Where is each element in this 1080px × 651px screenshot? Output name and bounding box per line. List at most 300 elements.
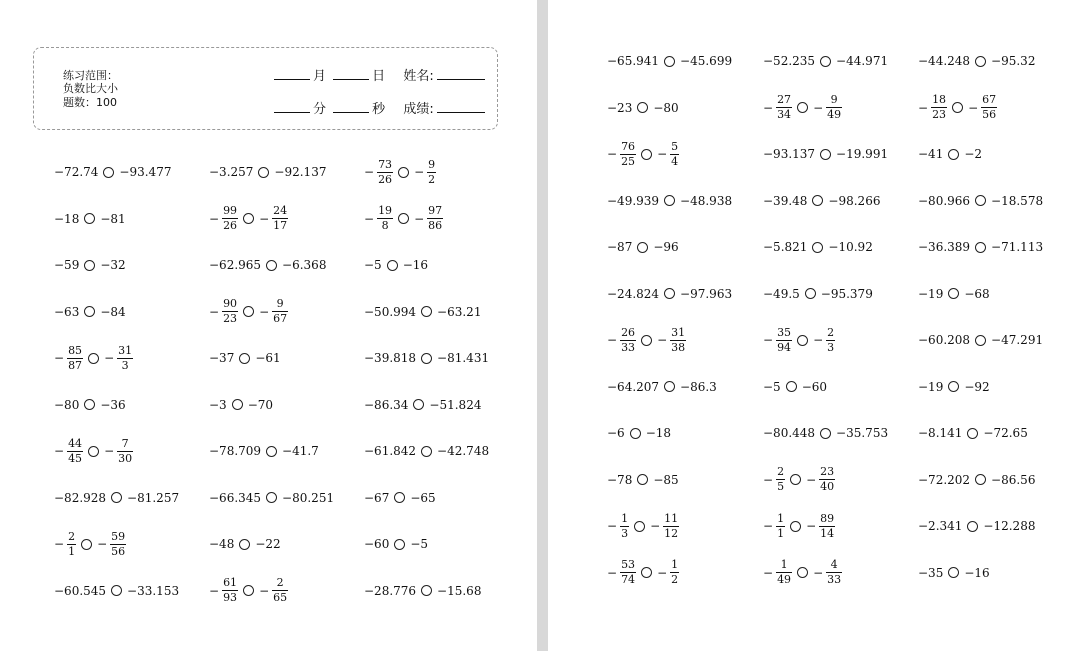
decimal-operand: −60.545 — [54, 583, 107, 598]
fraction — [620, 513, 629, 539]
fraction — [776, 327, 792, 353]
decimal-operand: −92.137 — [274, 165, 327, 179]
decimal-operand: −39.818 — [364, 351, 417, 365]
numerator: 2 — [276, 576, 284, 590]
decimal-operand: −41 — [918, 147, 944, 161]
decimal-operand: −51.824 — [429, 397, 482, 412]
numerator: 1 — [621, 511, 629, 525]
answer-circle[interactable] — [948, 288, 959, 299]
answer-circle[interactable] — [820, 149, 831, 160]
numerator: 27 — [777, 93, 792, 107]
fraction-operand — [97, 531, 126, 557]
answer-circle[interactable] — [805, 288, 816, 299]
comparison-problem — [607, 227, 679, 267]
answer-circle[interactable] — [820, 56, 831, 67]
minus-sign: − — [104, 351, 115, 365]
answer-circle[interactable] — [641, 335, 652, 346]
minus-sign: − — [607, 565, 618, 580]
answer-circle[interactable] — [232, 399, 243, 410]
decimal-operand: −63.21 — [437, 304, 482, 319]
comparison-problem — [364, 524, 428, 564]
answer-circle[interactable] — [975, 242, 986, 253]
answer-circle[interactable] — [975, 335, 986, 346]
comparison-problem — [918, 553, 990, 593]
minus-sign: − — [763, 100, 774, 115]
denominator: 34 — [777, 108, 792, 121]
fraction-operand — [259, 577, 288, 603]
comparison-problem — [209, 571, 288, 611]
answer-circle[interactable] — [952, 102, 963, 113]
fraction — [620, 559, 636, 585]
comparison-problem — [763, 88, 842, 128]
comparison-problem — [607, 367, 717, 407]
answer-circle[interactable] — [394, 539, 405, 550]
numerator: 73 — [378, 157, 393, 171]
comparison-problem — [364, 152, 436, 192]
answer-circle[interactable] — [243, 306, 254, 317]
time-fields — [271, 98, 488, 117]
comparison-problem — [364, 199, 443, 239]
numerator: 1 — [777, 511, 785, 525]
fraction — [663, 513, 679, 539]
comparison-problem — [763, 506, 835, 546]
decimal-operand: −52.235 — [763, 54, 816, 68]
answer-circle[interactable] — [975, 56, 986, 67]
comparison-problem — [763, 413, 888, 453]
numerator: 7 — [121, 436, 129, 450]
comparison-problem — [54, 152, 171, 192]
numerator: 1 — [671, 558, 679, 572]
month-blank[interactable] — [274, 78, 310, 80]
decimal-operand: −63 — [54, 304, 80, 319]
comparison-problem — [763, 134, 888, 174]
day-blank[interactable] — [333, 78, 369, 80]
fraction-operand — [650, 513, 679, 539]
fraction — [776, 466, 785, 492]
minus-sign: − — [763, 333, 774, 347]
denominator: 5 — [777, 480, 785, 493]
denominator: 74 — [621, 573, 636, 586]
comparison-problem — [763, 274, 873, 314]
decimal-operand: −18 — [645, 426, 672, 440]
minus-sign: − — [806, 519, 817, 533]
answer-circle[interactable] — [664, 56, 675, 67]
fraction-operand — [209, 298, 238, 324]
comparison-problem — [54, 478, 179, 518]
comparison-problem — [763, 227, 873, 267]
answer-circle[interactable] — [111, 585, 122, 596]
comparison-problem — [209, 431, 319, 471]
numerator: 90 — [223, 297, 238, 311]
comparison-problem — [607, 274, 732, 314]
answer-circle[interactable] — [637, 474, 648, 485]
answer-circle[interactable] — [398, 167, 409, 178]
fraction-operand — [259, 205, 288, 231]
decimal-operand: −60 — [364, 537, 390, 551]
decimal-operand: −71.113 — [991, 240, 1044, 254]
comparison-problem — [364, 571, 481, 611]
decimal-operand: −44.248 — [918, 54, 971, 68]
comparison-problem — [607, 320, 686, 360]
decimal-operand: −85 — [653, 472, 679, 487]
minus-sign: − — [607, 333, 618, 347]
answer-circle[interactable] — [88, 353, 99, 364]
fraction-operand — [763, 559, 792, 585]
numerator: 76 — [621, 139, 636, 153]
decimal-operand: −86.3 — [680, 379, 717, 394]
fraction — [272, 298, 288, 324]
decimal-operand: −81 — [100, 211, 126, 226]
second-blank[interactable] — [333, 111, 369, 113]
answer-circle[interactable] — [790, 474, 801, 485]
comparison-problem — [54, 245, 126, 285]
decimal-operand: −81.431 — [437, 351, 490, 365]
minus-sign: − — [259, 211, 270, 226]
comparison-problem — [918, 413, 1028, 453]
decimal-operand: −70 — [247, 397, 274, 412]
decimal-operand: −33.153 — [127, 583, 180, 598]
minus-sign: − — [968, 100, 979, 115]
decimal-operand: −19.991 — [836, 147, 889, 161]
decimal-operand: −5 — [763, 379, 781, 394]
answer-circle[interactable] — [394, 492, 405, 503]
fraction-operand — [918, 94, 947, 120]
answer-circle[interactable] — [641, 567, 652, 578]
numerator: 2 — [777, 465, 785, 479]
decimal-operand: −15.68 — [437, 583, 482, 598]
numerator: 85 — [68, 343, 83, 357]
fraction-operand — [209, 577, 238, 603]
fraction-operand — [657, 559, 679, 585]
answer-circle[interactable] — [948, 149, 959, 160]
denominator: 40 — [820, 480, 835, 493]
answer-circle[interactable] — [266, 260, 277, 271]
answer-circle[interactable] — [630, 428, 641, 439]
answer-circle[interactable] — [81, 539, 92, 550]
decimal-operand: −64.207 — [607, 379, 660, 394]
decimal-operand: −86.56 — [991, 472, 1036, 487]
minus-sign: − — [813, 333, 824, 347]
decimal-operand: −37 — [209, 351, 235, 365]
denominator: 4 — [671, 154, 679, 168]
fraction-operand — [54, 345, 83, 371]
comparison-problem — [607, 506, 679, 546]
comparison-problem — [607, 134, 679, 174]
answer-circle[interactable] — [111, 492, 122, 503]
decimal-operand: −97.963 — [680, 286, 733, 301]
fraction — [272, 577, 288, 603]
answer-circle[interactable] — [664, 195, 675, 206]
decimal-operand: −48.938 — [680, 193, 733, 208]
decimal-operand: −78 — [607, 472, 633, 487]
minute-blank[interactable] — [274, 111, 310, 113]
decimal-operand: −96 — [653, 240, 679, 254]
fraction-operand — [763, 94, 792, 120]
fraction-operand — [806, 513, 835, 539]
fraction-operand — [607, 327, 636, 353]
fraction — [117, 345, 133, 371]
range-value: 负数比大小 — [63, 82, 118, 95]
comparison-problem — [763, 41, 888, 81]
numerator: 31 — [118, 343, 133, 357]
decimal-operand: −67 — [364, 490, 390, 505]
fraction — [272, 205, 288, 231]
numerator: 44 — [68, 436, 83, 450]
fraction — [377, 205, 393, 231]
numerator: 23 — [820, 465, 835, 479]
day-label: 日 — [372, 69, 386, 84]
minus-sign: − — [364, 165, 375, 179]
decimal-operand: −84 — [100, 304, 126, 319]
decimal-operand: −98.266 — [828, 193, 881, 208]
answer-circle[interactable] — [637, 102, 648, 113]
numerator: 35 — [777, 325, 792, 339]
decimal-operand: −39.48 — [763, 193, 808, 208]
answer-circle[interactable] — [84, 399, 95, 410]
decimal-operand: −19 — [918, 379, 944, 394]
answer-circle[interactable] — [797, 567, 808, 578]
comparison-problem — [763, 460, 835, 500]
denominator: 87 — [68, 358, 83, 372]
decimal-operand: −82.928 — [54, 490, 107, 505]
numerator: 19 — [378, 204, 393, 218]
denominator: 3 — [121, 358, 129, 372]
fraction — [776, 513, 785, 539]
comparison-problem — [918, 134, 982, 174]
denominator: 25 — [621, 154, 636, 168]
fraction-operand — [364, 205, 393, 231]
decimal-operand: −19 — [918, 286, 944, 301]
answer-circle[interactable] — [84, 260, 95, 271]
fraction — [826, 327, 835, 353]
answer-circle[interactable] — [421, 353, 432, 364]
answer-circle[interactable] — [975, 195, 986, 206]
decimal-operand: −22 — [255, 537, 281, 551]
decimal-operand: −49.5 — [763, 286, 800, 301]
numerator: 9 — [830, 93, 838, 107]
fraction-operand — [607, 141, 636, 167]
denominator: 2 — [428, 172, 436, 186]
fraction — [670, 559, 679, 585]
fraction — [620, 141, 636, 167]
answer-circle[interactable] — [637, 242, 648, 253]
denominator: 49 — [777, 573, 792, 586]
fraction-operand — [259, 298, 288, 324]
numerator: 67 — [982, 93, 997, 107]
comparison-problem — [209, 524, 281, 564]
decimal-operand: −80 — [653, 100, 679, 115]
comparison-problem — [607, 88, 679, 128]
denominator: 30 — [118, 451, 133, 465]
decimal-operand: −5.821 — [763, 240, 808, 254]
denominator: 86 — [428, 219, 443, 232]
denominator: 65 — [273, 591, 288, 604]
comparison-problem — [918, 88, 997, 128]
fraction — [981, 94, 997, 120]
fraction — [222, 298, 238, 324]
comparison-problem — [209, 245, 326, 285]
comparison-problem — [918, 181, 1043, 221]
fraction — [620, 327, 636, 353]
numerator: 9 — [276, 297, 284, 311]
comparison-problem — [763, 553, 842, 593]
comparison-problem — [918, 367, 990, 407]
answer-circle[interactable] — [797, 102, 808, 113]
answer-circle[interactable] — [812, 195, 823, 206]
score-blank[interactable] — [437, 111, 485, 113]
comparison-problem — [607, 181, 732, 221]
answer-circle[interactable] — [243, 585, 254, 596]
decimal-operand: −95.379 — [820, 286, 873, 301]
decimal-operand: −50.994 — [364, 304, 417, 319]
comparison-problem — [54, 571, 179, 611]
decimal-operand: −72.74 — [54, 165, 99, 179]
decimal-operand: −93.137 — [763, 147, 816, 161]
minus-sign: − — [657, 333, 668, 347]
denominator: 8 — [381, 219, 389, 232]
fraction-operand — [657, 327, 686, 353]
numerator: 2 — [68, 529, 76, 543]
answer-circle[interactable] — [967, 521, 978, 532]
decimal-operand: −72.65 — [983, 426, 1028, 440]
decimal-operand: −87 — [607, 240, 633, 254]
minus-sign: − — [414, 165, 425, 179]
answer-circle[interactable] — [820, 428, 831, 439]
minus-sign: − — [54, 444, 65, 458]
decimal-operand: −86.34 — [364, 397, 409, 412]
comparison-problem — [607, 413, 671, 453]
answer-circle[interactable] — [641, 149, 652, 160]
answer-circle[interactable] — [948, 567, 959, 578]
answer-circle[interactable] — [664, 381, 675, 392]
answer-circle[interactable] — [664, 288, 675, 299]
denominator: 12 — [664, 526, 679, 540]
comparison-problem — [607, 460, 679, 500]
fraction-operand — [607, 559, 636, 585]
denominator: 67 — [273, 312, 288, 325]
minus-sign: − — [414, 211, 425, 226]
answer-circle[interactable] — [258, 167, 269, 178]
answer-circle[interactable] — [786, 381, 797, 392]
answer-circle[interactable] — [975, 474, 986, 485]
denominator: 56 — [982, 108, 997, 121]
comparison-problem — [54, 385, 126, 425]
answer-circle[interactable] — [88, 446, 99, 457]
answer-circle[interactable] — [812, 242, 823, 253]
fraction-operand — [968, 94, 997, 120]
answer-circle[interactable] — [387, 260, 398, 271]
decimal-operand: −18 — [54, 211, 80, 226]
answer-circle[interactable] — [266, 492, 277, 503]
decimal-operand: −36 — [100, 397, 126, 412]
decimal-operand: −32 — [100, 258, 126, 272]
fraction-operand — [763, 466, 785, 492]
fraction — [826, 559, 842, 585]
fraction-operand — [813, 94, 842, 120]
decimal-operand: −5 — [364, 258, 382, 272]
score-label: 成绩: — [403, 102, 434, 117]
fraction — [776, 559, 792, 585]
answer-circle[interactable] — [790, 521, 801, 532]
comparison-problem — [763, 320, 835, 360]
second-label: 秒 — [372, 102, 386, 117]
denominator: 23 — [932, 108, 947, 121]
decimal-operand: −24.824 — [607, 286, 660, 301]
minus-sign: − — [259, 304, 270, 319]
comparison-problem — [918, 460, 1035, 500]
fraction-operand — [806, 466, 835, 492]
numerator: 59 — [111, 529, 126, 543]
answer-circle[interactable] — [413, 399, 424, 410]
numerator: 99 — [223, 204, 238, 218]
answer-circle[interactable] — [239, 353, 250, 364]
answer-circle[interactable] — [84, 306, 95, 317]
answer-circle[interactable] — [103, 167, 114, 178]
answer-circle[interactable] — [421, 585, 432, 596]
answer-circle[interactable] — [797, 335, 808, 346]
numerator: 53 — [621, 558, 636, 572]
decimal-operand: −16 — [402, 258, 429, 272]
comparison-problem — [364, 431, 489, 471]
numerator: 9 — [428, 157, 436, 171]
decimal-operand: −78.709 — [209, 444, 262, 458]
problem-count: 题数：100 — [63, 96, 117, 109]
decimal-operand: −36.389 — [918, 240, 971, 254]
answer-circle[interactable] — [421, 446, 432, 457]
fraction — [819, 466, 835, 492]
minus-sign: − — [918, 100, 929, 115]
decimal-operand: −16 — [964, 565, 990, 580]
numerator: 18 — [932, 93, 947, 107]
decimal-operand: −10.92 — [828, 240, 873, 254]
comparison-problem — [54, 338, 133, 378]
fraction — [826, 94, 842, 120]
denominator: 23 — [223, 312, 238, 325]
minus-sign: − — [657, 565, 668, 580]
decimal-operand: −80.448 — [763, 426, 816, 440]
denominator: 17 — [273, 219, 288, 232]
denominator: 33 — [621, 340, 636, 354]
name-blank[interactable] — [437, 78, 485, 80]
answer-circle[interactable] — [239, 539, 250, 550]
decimal-operand: −8.141 — [918, 426, 963, 440]
decimal-operand: −81.257 — [127, 490, 180, 505]
numerator: 2 — [827, 325, 835, 339]
decimal-operand: −47.291 — [991, 333, 1044, 347]
fraction-operand — [54, 438, 83, 464]
comparison-problem — [54, 292, 126, 332]
denominator: 3 — [621, 526, 629, 540]
fraction — [377, 159, 393, 185]
answer-circle[interactable] — [634, 521, 645, 532]
minus-sign: − — [104, 444, 115, 458]
answer-circle[interactable] — [398, 213, 409, 224]
minus-sign: − — [813, 565, 824, 580]
answer-circle[interactable] — [243, 213, 254, 224]
fraction — [931, 94, 947, 120]
answer-circle[interactable] — [84, 213, 95, 224]
answer-circle[interactable] — [967, 428, 978, 439]
numerator: 4 — [830, 558, 838, 572]
decimal-operand: −95.32 — [991, 54, 1036, 68]
comparison-problem — [918, 227, 1043, 267]
comparison-problem — [209, 385, 273, 425]
answer-circle[interactable] — [948, 381, 959, 392]
answer-circle[interactable] — [266, 446, 277, 457]
decimal-operand: −66.345 — [209, 490, 262, 505]
numerator: 31 — [671, 325, 686, 339]
answer-circle[interactable] — [421, 306, 432, 317]
